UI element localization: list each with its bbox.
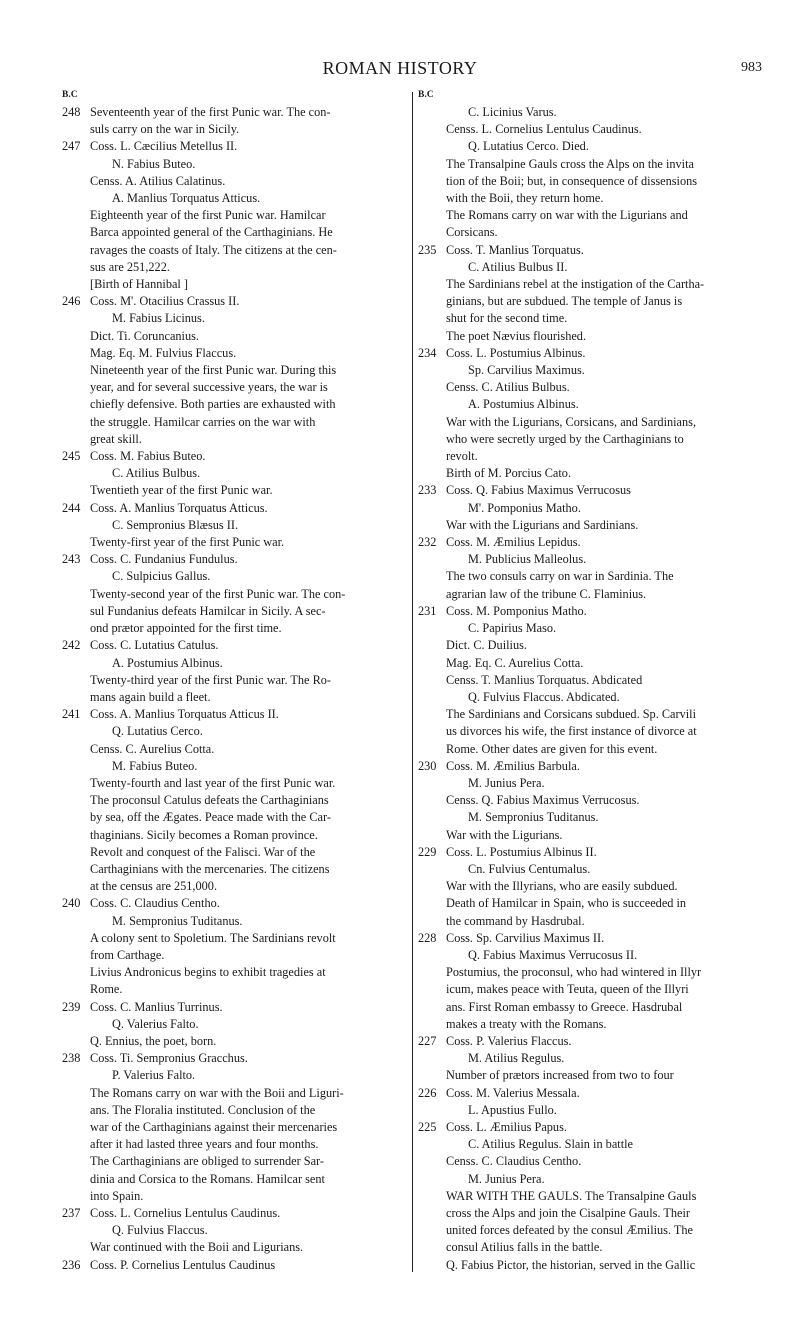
entry-text-line: Seventeenth year of the first Punic war. The con- <box>90 105 331 119</box>
entry-year: 235 <box>418 242 437 257</box>
entry-year: 225 <box>418 1119 437 1134</box>
entry-text-line: Nineteenth year of the first Punic war. During this <box>90 363 337 378</box>
entry-text-line: The poet Nævius flourished. <box>446 328 587 343</box>
entry-text-line: Coss. M. Æmilius Barbula. <box>446 758 580 773</box>
entry-text-line: M. Atilius Regulus. <box>468 1051 565 1066</box>
entry-year: 233 <box>418 483 437 498</box>
entry-text-line: war of the Carthaginians against their mercenaries <box>90 1119 338 1134</box>
entry-text-line: Coss. T. Manlius Torquatus. <box>446 242 584 257</box>
entry-text-line: Q. Fulvius Flaccus. Abdicated. <box>468 689 620 704</box>
chronology-entry <box>62 500 408 552</box>
entry-text-line: dinia and Corsica to the Romans. Hamilcar sent <box>90 1171 325 1186</box>
entry-text-line: Dict. Ti. Coruncanius. <box>90 328 199 343</box>
entry-text-line: Coss. M'. Otacilius Crassus II. <box>90 294 240 309</box>
entry-text-line: ans. The Floralia instituted. Conclusion of the <box>90 1102 316 1117</box>
entry-text-line: Death of Hamilcar in Spain, who is succeeded in <box>446 896 687 911</box>
entry-year: 238 <box>62 1051 81 1066</box>
entry-year: 240 <box>62 896 81 911</box>
entry-text-line: A. Postumius Albinus. <box>468 397 579 412</box>
entry-text-line: C. Atilius Regulus. Slain in battle <box>468 1137 633 1152</box>
entry-text-line: Coss. C. Manlius Turrinus. <box>90 999 223 1014</box>
chronology-entry <box>62 104 408 138</box>
entry-text-line: Coss. Q. Fabius Maximus Verrucosus <box>446 483 631 498</box>
entry-text-line: Coss. Ti. Sempronius Gracchus. <box>90 1051 248 1066</box>
entry-text-line: C. Atilius Bulbus. <box>112 466 201 481</box>
entry-text-line: Rome. <box>90 982 123 997</box>
entry-text-line: the struggle. Hamilcar carries on the war with <box>90 414 316 429</box>
entry-text-line: The Carthaginians are obliged to surrender Sar- <box>90 1154 324 1169</box>
entry-text-line: Revolt and conquest of the Falisci. War of the <box>90 844 316 859</box>
entry-text-line: by sea, off the Ægates. Peace made with the Car- <box>90 810 331 825</box>
chronology-entry <box>418 104 758 242</box>
entry-year: 247 <box>62 139 81 154</box>
entry-text-line: cross the Alps and join the Cisalpine Gauls. Their <box>446 1206 690 1220</box>
chronology-entry <box>62 551 408 637</box>
bc-label-right: B.C <box>418 90 434 100</box>
entry-text-line: Censs. L. Cornelius Lentulus Caudinus. <box>446 122 642 137</box>
entry-text-line: Censs. C. Atilius Bulbus. <box>446 380 570 395</box>
entry-text-line: Coss. L. Æmilius Papus. <box>446 1119 567 1134</box>
entry-text-line: Mag. Eq. M. Fulvius Flaccus. <box>90 345 237 360</box>
entry-text-line: ravages the coasts of Italy. The citizens at the cen- <box>90 242 337 257</box>
entry-year: 232 <box>418 535 437 550</box>
entry-text-line: great skill. <box>90 431 142 446</box>
right-column <box>418 104 758 1274</box>
entry-text-line: M. Publicius Malleolus. <box>468 552 587 567</box>
entry-year: 230 <box>418 758 437 773</box>
entry-text-line: from Carthage. <box>90 947 165 962</box>
entry-year: 239 <box>62 999 81 1014</box>
entry-text-line: Coss. M. Pomponius Matho. <box>446 603 587 618</box>
entry-text-line: who were secretly urged by the Carthaginians to <box>446 431 684 446</box>
chronology-entry <box>418 482 758 534</box>
entry-text-line: P. Valerius Falto. <box>112 1068 196 1083</box>
entry-text-line: Dict. C. Duilius. <box>446 638 527 653</box>
column-divider <box>412 92 413 1272</box>
chronology-entry <box>62 1257 408 1274</box>
entry-text-line: Coss. L. Cornelius Lentulus Caudinus. <box>90 1206 281 1220</box>
entry-text-line: Twenty-first year of the first Punic war. <box>90 535 285 550</box>
chronology-entry <box>418 242 758 345</box>
entry-year: 241 <box>62 707 81 722</box>
entry-text-line: Twenty-fourth and last year of the first Punic war. <box>90 775 336 790</box>
chronology-entry <box>418 1119 758 1274</box>
entry-text-line: Twenty-third year of the first Punic war. The Ro- <box>90 672 332 687</box>
chronology-entry <box>418 930 758 1033</box>
entry-text-line: C. Licinius Varus. <box>468 105 557 119</box>
entry-year: 227 <box>418 1033 437 1048</box>
entry-text-line: with the Boii, they return home. <box>446 191 604 206</box>
entry-year: 243 <box>62 552 81 567</box>
chronology-entry <box>62 1205 408 1257</box>
entry-year: 244 <box>62 500 81 515</box>
entry-text-line: The Sardinians rebel at the instigation of the Cartha- <box>446 277 705 292</box>
entry-text-line: C. Sulpicius Gallus. <box>112 569 211 584</box>
entry-text-line: Coss. Sp. Carvilius Maximus II. <box>446 930 605 945</box>
entry-text-line: Livius Andronicus begins to exhibit tragedies at <box>90 965 326 980</box>
entry-text-line: A. Manlius Torquatus Atticus. <box>112 191 261 206</box>
chronology-entry <box>418 603 758 758</box>
entry-text-line: War with the Ligurians and Sardinians. <box>446 517 639 532</box>
entry-text-line: Censs. Q. Fabius Maximus Verrucosus. <box>446 793 640 808</box>
entry-text-line: ginians, but are subdued. The temple of Janus is <box>446 294 683 309</box>
entry-text-line: at the census are 251,000. <box>90 879 218 894</box>
entry-text-line: chiefly defensive. Both parties are exhausted with <box>90 397 336 412</box>
entry-year: 226 <box>418 1085 437 1100</box>
entry-text-line: L. Apustius Fullo. <box>468 1102 557 1117</box>
entry-text-line: M. Fabius Buteo. <box>112 758 198 773</box>
entry-text-line: M. Junius Pera. <box>468 775 545 790</box>
entry-text-line: Sp. Carvilius Maximus. <box>468 363 585 378</box>
entry-year: 237 <box>62 1206 81 1220</box>
entry-text-line: Cn. Fulvius Centumalus. <box>468 861 591 876</box>
entry-text-line: Coss. A. Manlius Torquatus Atticus. <box>90 500 268 515</box>
entry-text-line: War continued with the Boii and Ligurians. <box>90 1240 304 1255</box>
entry-text-line: tion of the Boii; but, in consequence of dissensions <box>446 173 698 188</box>
entry-text-line: consul Atilius falls in the battle. <box>446 1240 603 1255</box>
entry-text-line: united forces defeated by the consul Æmilius. The <box>446 1223 694 1238</box>
entry-text-line: Q. Valerius Falto. <box>112 1016 199 1031</box>
entry-text-line: Q. Ennius, the poet, born. <box>90 1033 217 1048</box>
entry-text-line: Censs. C. Claudius Centho. <box>446 1154 582 1169</box>
entry-year: 242 <box>62 638 81 653</box>
entry-text-line: Coss. P. Cornelius Lentulus Caudinus <box>90 1257 276 1272</box>
entry-text-line: Coss. A. Manlius Torquatus Atticus II. <box>90 707 279 722</box>
chronology-entry <box>418 844 758 930</box>
entry-text-line: M. Fabius Licinus. <box>112 311 205 326</box>
entry-text-line: Mag. Eq. C. Aurelius Cotta. <box>446 655 584 670</box>
entry-text-line: C. Sempronius Blæsus II. <box>112 517 239 532</box>
entry-text-line: M. Junius Pera. <box>468 1171 545 1186</box>
entry-text-line: The Sardinians and Corsicans subdued. Sp. Carvili <box>446 707 697 722</box>
entry-year: 248 <box>62 105 81 119</box>
entry-text-line: revolt. <box>446 449 478 464</box>
entry-text-line: icum, makes peace with Teuta, queen of the Illyri <box>446 982 689 997</box>
chronology-entry <box>62 999 408 1051</box>
chronology-entry <box>62 138 408 293</box>
entry-text-line: Eighteenth year of the first Punic war. Hamilcar <box>90 208 326 223</box>
entry-text-line: Coss. M. Valerius Messala. <box>446 1085 580 1100</box>
entry-year: 245 <box>62 449 81 464</box>
chronology-entry <box>418 345 758 483</box>
entry-text-line: Coss. M. Æmilius Lepidus. <box>446 535 581 550</box>
entry-text-line: Censs. C. Aurelius Cotta. <box>90 741 215 756</box>
entry-text-line: Coss. L. Postumius Albinus. <box>446 345 586 360</box>
entry-year: 228 <box>418 930 437 945</box>
entry-text-line: Q. Lutatius Cerco. Died. <box>468 139 589 154</box>
entry-text-line: Q. Lutatius Cerco. <box>112 724 203 739</box>
entry-text-line: N. Fabius Buteo. <box>112 156 196 171</box>
entry-text-line: sus are 251,222. <box>90 259 170 274</box>
entry-text-line: after it had lasted three years and four months. <box>90 1137 319 1152</box>
chronology-entry <box>62 293 408 448</box>
entry-year: 236 <box>62 1257 81 1272</box>
entry-year: 234 <box>418 345 437 360</box>
chronology-entry <box>62 637 408 706</box>
entry-text-line: thaginians. Sicily becomes a Roman province. <box>90 827 318 842</box>
entry-text-line: A colony sent to Spoletium. The Sardinians revolt <box>90 930 336 945</box>
left-column <box>62 104 408 1274</box>
entry-text-line: Coss. P. Valerius Flaccus. <box>446 1033 572 1048</box>
entry-text-line: A. Postumius Albinus. <box>112 655 223 670</box>
entry-text-line: Postumius, the proconsul, who had wintered in Illyr <box>446 965 702 980</box>
entry-text-line: suls carry on the war in Sicily. <box>90 122 240 137</box>
entry-text-line: Birth of M. Porcius Cato. <box>446 466 572 481</box>
entry-text-line: Coss. C. Claudius Centho. <box>90 896 220 911</box>
chronology-entry <box>418 1033 758 1085</box>
entry-text-line: WAR WITH THE GAULS. The Transalpine Gauls <box>446 1188 697 1203</box>
entry-text-line: Twentieth year of the first Punic war. <box>90 483 273 498</box>
entry-text-line: sul Fundanius defeats Hamilcar in Sicily. A sec- <box>90 603 326 618</box>
entry-text-line: Q. Fulvius Flaccus. <box>112 1223 208 1238</box>
entry-text-line: into Spain. <box>90 1188 144 1203</box>
entry-text-line: Coss. C. Fundanius Fundulus. <box>90 552 238 567</box>
bc-label-left: B.C <box>62 90 78 100</box>
entry-text-line: C. Atilius Bulbus II. <box>468 259 568 274</box>
entry-text-line: The Romans carry on war with the Ligurians and <box>446 208 688 223</box>
entry-text-line: War with the Illyrians, who are easily subdued. <box>446 879 678 894</box>
chronology-entry <box>418 1085 758 1119</box>
entry-text-line: Carthaginians with the mercenaries. The citizens <box>90 861 330 876</box>
entry-text-line: War with the Ligurians, Corsicans, and Sardinians, <box>446 414 697 429</box>
entry-text-line: The proconsul Catulus defeats the Carthaginians <box>90 793 329 808</box>
entry-text-line: Censs. A. Atilius Calatinus. <box>90 173 226 188</box>
page-number: 983 <box>741 60 762 75</box>
entry-text-line: Q. Fabius Pictor, the historian, served in the Gallic <box>446 1257 696 1272</box>
entry-text-line: The two consuls carry on war in Sardinia. The <box>446 569 674 584</box>
entry-text-line: Q. Fabius Maximus Verrucosus II. <box>468 947 638 962</box>
entry-text-line: The Transalpine Gauls cross the Alps on the invita <box>446 156 694 171</box>
entry-text-line: year, and for several successive years, the war is <box>90 380 328 395</box>
entry-text-line: ans. First Roman embassy to Greece. Hasdrubal <box>446 999 683 1014</box>
entry-text-line: War with the Ligurians. <box>446 827 563 842</box>
entry-text-line: Coss. L. Cæcilius Metellus II. <box>90 139 238 154</box>
entry-text-line: mans again build a fleet. <box>90 689 211 704</box>
running-header-title: ROMAN HISTORY <box>322 58 478 78</box>
entry-text-line: M'. Pomponius Matho. <box>468 500 581 515</box>
entry-text-line: [Birth of Hannibal ] <box>90 277 189 292</box>
entry-text-line: ond prætor appointed for the first time. <box>90 621 282 636</box>
chronology-entry <box>62 448 408 500</box>
chronology-entry <box>418 534 758 603</box>
entry-text-line: agrarian law of the tribune C. Flaminius. <box>446 586 647 601</box>
chronology-entry <box>62 706 408 895</box>
entry-text-line: Twenty-second year of the first Punic war. The con- <box>90 586 346 601</box>
chronology-entry <box>418 758 758 844</box>
entry-year: 229 <box>418 844 437 859</box>
entry-text-line: makes a treaty with the Romans. <box>446 1016 607 1031</box>
entry-text-line: M. Sempronius Tuditanus. <box>112 913 243 928</box>
entry-text-line: the command by Hasdrubal. <box>446 913 585 928</box>
entry-text-line: Coss. M. Fabius Buteo. <box>90 449 206 464</box>
entry-text-line: us divorces his wife, the first instance of divorce at <box>446 724 697 739</box>
entry-text-line: Coss. C. Lutatius Catulus. <box>90 638 219 653</box>
entry-text-line: M. Sempronius Tuditanus. <box>468 810 599 825</box>
entry-text-line: C. Papirius Maso. <box>468 621 557 636</box>
chronology-entry <box>62 895 408 998</box>
entry-text-line: Corsicans. <box>446 225 498 240</box>
entry-text-line: Rome. Other dates are given for this event. <box>446 741 658 756</box>
entry-text-line: Number of prætors increased from two to four <box>446 1068 674 1083</box>
entry-text-line: shut for the second time. <box>446 311 568 326</box>
entry-year: 231 <box>418 603 437 618</box>
entry-text-line: Barca appointed general of the Carthaginians. He <box>90 225 333 240</box>
entry-text-line: Coss. L. Postumius Albinus II. <box>446 844 597 859</box>
entry-text-line: Censs. T. Manlius Torquatus. Abdicated <box>446 672 643 687</box>
chronology-entry <box>62 1050 408 1205</box>
entry-text-line: The Romans carry on war with the Boii and Liguri- <box>90 1085 344 1100</box>
entry-year: 246 <box>62 294 81 309</box>
